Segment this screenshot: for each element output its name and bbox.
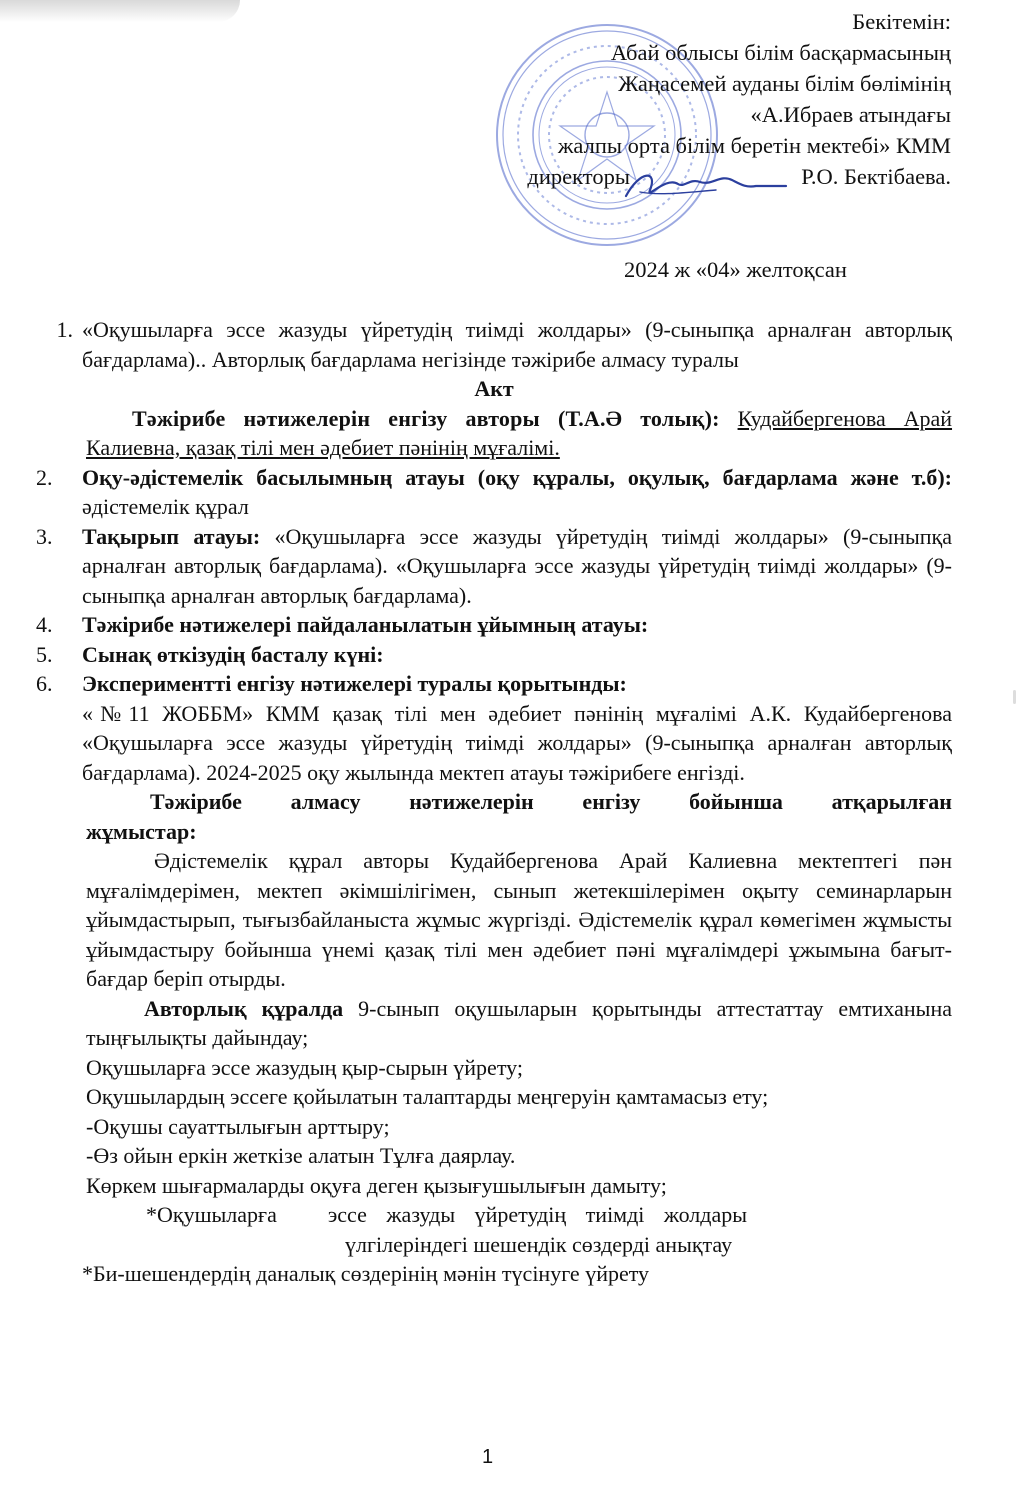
approval-line-4: «А.Ибраев атындағы [750,102,951,127]
star-line-1-continued: үлгілеріндегі шешендік сөздерді анықтау [345,1231,733,1257]
section-2-number: 2. [36,464,53,490]
work-line-1: Оқушыларға эссе жазудың қыр-сырын үйрету; [86,1054,523,1080]
approval-line-1: Бекітемін: [852,9,951,34]
approval-line-3: Жаңасемей ауданы білім бөлімінің [618,71,951,96]
star-line-1-text: эссе жазуды үйретудің тиімді жолдары [327,1202,747,1227]
director-name: Р.О. Бектібаева. [801,164,951,189]
work-paragraph: Әдістемелік құрал авторы Кудайбергенова Арай Калиевна мектептегі пән мұғалімдерімен, мектеп әкімшілігімен, сынып жетекшілерімен оқыту семинарларын ұйымдастырып, тығызбайланыста жұмыс жүргізді. Әдістемелік құрал көмегімен жұмысты ұйымдастыру бойынша үнемі қазақ тілі мен әдебиет пәні мұғалімдері ұжымына бағыт-бағдар беріп отырды. [86,848,952,991]
scan-mark [1013,690,1016,704]
section-5 [36,640,952,670]
section-6-label: Экспериментті енгізу нәтижелері туралы қорытынды: [82,671,627,696]
approval-line-5: жалпы орта білім беретін мектебі» КММ [557,133,951,158]
author-label: Тәжірибе нәтижелерін енгізу авторы (Т.А.Ә толық): [132,405,720,431]
work-line-4: -Өз ойын еркін жеткізе алатын Тұлға даярлау. [86,1143,516,1168]
approval-line-2: Абай облысы білім басқармасының [610,40,951,65]
section-6-number: 6. [36,671,53,696]
director-signature [620,166,790,206]
author-value: Кудайбергенова Арай Калиевна, қазақ тілі мен әдебиет пәнінің мұғалімі. [86,405,953,460]
section-3-number: 3. [36,523,53,549]
tool-text: 9-сынып оқушыларын қорытынды аттестаттау емтиханына тыңғылықты дайындау; [86,995,952,1050]
work-heading: Тәжірибе алмасу нәтижелерін енгізу бойынша атқарылған жұмыстар: [86,789,952,844]
section-5-number: 5. [36,641,53,667]
work-line-2: Оқушылардың эссеге қойылатын талаптарды меңгеруін қамтамасыз ету; [86,1084,769,1109]
director-label: директоры [527,164,630,189]
section-1-number: 1. [56,317,73,342]
work-line-3: -Оқушы сауаттылығын арттыру; [86,1113,390,1139]
document-body [36,315,952,1289]
section-1-text: «Оқушыларға эссе жазуды үйретудің тиімді жолдары» (9-сыныпқа арналған авторлық бағдарлама).. Авторлық бағдарлама негізінде тәжірибе алмасу туралы [82,317,952,372]
section-6-value: «№11 ЖОББМ» КММ қазақ тілі мен әдебиет пәнінің мұғалімі А.К. Кудайбергенова «Оқушыларға эссе жазуды үйретудің тиімді жолдары» (9-сыныпқа арналған авторлық бағдарлама). 2024-2025 оқу жылында мектеп атауы тәжірибеге енгізді. [82,700,952,785]
section-2-label: Оқу-әдістемелік басылымның атауы (оқу құралы, оқулық, бағдарлама және т.б): [82,464,952,490]
page-number: 1 [482,1446,494,1468]
act-title: Акт [474,376,514,401]
section-4-label: Тәжірибе нәтижелері пайдаланылатын ұйымның атауы: [82,612,649,637]
section-5-label: Сынақ өткізудің басталу күні: [82,641,384,667]
tool-lead: Авторлық құралда [144,995,344,1021]
page-corner-shadow [0,0,240,22]
section-3 [36,522,952,611]
section-3-value: «Оқушыларға эссе жазуды үйретудің тиімді жолдары» (9-сыныпқа арналған авторлық бағдарлама). «Оқушыларға эссе жазуды үйретудің тиімді жолдары» (9-сыныпқа арналған авторлық бағдарлама). [82,523,952,608]
approval-date: 2024 ж «04» желтоқсан [624,257,847,282]
approval-block [481,6,951,192]
tool-paragraph [36,994,952,1053]
section-3-label: Тақырып атауы: [82,523,261,549]
section-2-value: әдістемелік құрал [82,494,249,519]
section-4-number: 4. [36,612,53,637]
work-line-5: Көркем шығармаларды оқуға деген қызығушылығын дамыту; [86,1172,667,1198]
section-4 [36,610,952,640]
section-2 [36,463,952,522]
star-line-2: *Би-шешендердің даналық сөздерінің мәнін түсінуге үйрету [82,1261,650,1286]
section-1 [36,315,952,374]
star-line-1-lead: *Оқушыларға [146,1202,277,1227]
section-6 [36,669,952,787]
star-line-1 [36,1200,952,1230]
author-line [36,404,952,463]
